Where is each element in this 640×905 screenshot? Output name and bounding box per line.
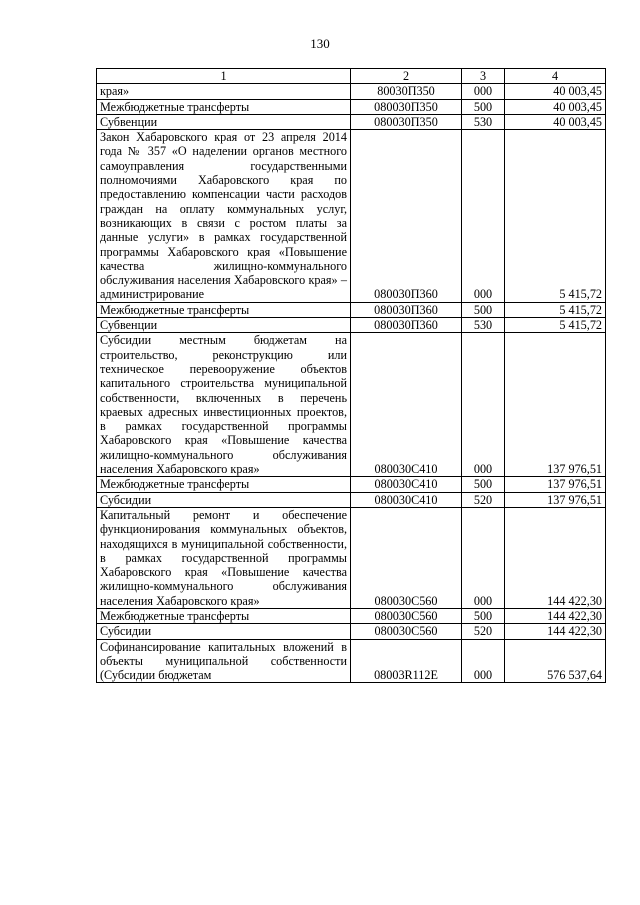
row-code-cell: 080030С560 [351,608,462,623]
row-amount-cell: 144 422,30 [505,507,606,608]
row-code-cell: 080030С560 [351,507,462,608]
row-kind-cell: 530 [462,114,505,129]
row-amount-cell: 5 415,72 [505,318,606,333]
row-kind-cell: 520 [462,492,505,507]
table-row [97,477,606,492]
table-row [97,302,606,317]
row-amount-cell: 40 003,45 [505,84,606,99]
row-code-cell: 080030П360 [351,318,462,333]
row-name-cell: Субвенции [97,114,351,129]
table-header-row [97,69,606,84]
row-kind-cell: 000 [462,84,505,99]
table-row [97,130,606,303]
table-row [97,507,606,608]
row-code-cell: 080030П350 [351,99,462,114]
column-header-code: 2 [351,69,462,84]
row-code-cell: 080030С410 [351,492,462,507]
table-row [97,639,606,683]
row-kind-cell: 000 [462,333,505,477]
row-name-cell: края» [97,84,351,99]
budget-table [96,68,606,683]
row-name-cell: Межбюджетные трансферты [97,608,351,623]
row-kind-cell: 500 [462,477,505,492]
row-code-cell: 080030П360 [351,302,462,317]
row-code-cell: 80030П350 [351,84,462,99]
row-kind-cell: 000 [462,130,505,303]
table-row [97,608,606,623]
table-row [97,99,606,114]
row-amount-cell: 40 003,45 [505,114,606,129]
row-name-cell: Межбюджетные трансферты [97,302,351,317]
row-kind-cell: 530 [462,318,505,333]
row-kind-cell: 500 [462,608,505,623]
row-name-cell: Субвенции [97,318,351,333]
row-amount-cell: 137 976,51 [505,492,606,507]
table-row [97,318,606,333]
row-name-cell: Субсидии [97,624,351,639]
page-number: 130 [310,36,330,51]
row-code-cell: 080030С410 [351,477,462,492]
table-row [97,84,606,99]
row-name-cell: Закон Хабаровского края от 23 апреля 2014 года № 357 «О наделении органов местного самоуправления государственными полномочиями Хабаровского края по предоставлению компенсации части расходов граждан на оплату коммунальных услуг, возникающих в связи с ростом платы за данные услуги» в рамках государственной программы Хабаровского края «Повышение качества жилищно-коммунального обслуживания населения Хабаровского края» – администрирование [97,130,351,303]
column-header-amount: 4 [505,69,606,84]
row-amount-cell: 144 422,30 [505,624,606,639]
column-header-kind: 3 [462,69,505,84]
row-name-cell: Софинансирование капитальных вложений в объекты муниципальной собственности (Субсидии бюджетам [97,639,351,683]
row-code-cell: 080030С410 [351,333,462,477]
table-row [97,492,606,507]
row-kind-cell: 000 [462,507,505,608]
row-name-cell: Капитальный ремонт и обеспечение функционирования коммунальных объектов, находящихся в муниципальной собственности, в рамках государственной программы Хабаровского края «Повышение качества жилищно-коммунального обслуживания населения Хабаровского края» [97,507,351,608]
row-amount-cell: 137 976,51 [505,477,606,492]
row-kind-cell: 000 [462,639,505,683]
table-row [97,114,606,129]
row-amount-cell: 137 976,51 [505,333,606,477]
row-kind-cell: 500 [462,99,505,114]
row-amount-cell: 5 415,72 [505,302,606,317]
row-code-cell: 080030С560 [351,624,462,639]
row-amount-cell: 144 422,30 [505,608,606,623]
row-code-cell: 080030П360 [351,130,462,303]
row-name-cell: Межбюджетные трансферты [97,477,351,492]
row-code-cell: 08003R112E [351,639,462,683]
row-amount-cell: 576 537,64 [505,639,606,683]
row-name-cell: Межбюджетные трансферты [97,99,351,114]
row-amount-cell: 40 003,45 [505,99,606,114]
row-name-cell: Субсидии местным бюджетам на строительство, реконструкцию или техническое перевооружение объектов капитального строительства муниципальной собственности, включенных в перечень краевых адресных инвестиционных проектов, в рамках государственной программы Хабаровского края «Повышение качества жилищно-коммунального обслуживания населения Хабаровского края» [97,333,351,477]
row-amount-cell: 5 415,72 [505,130,606,303]
row-name-cell: Субсидии [97,492,351,507]
row-kind-cell: 500 [462,302,505,317]
table-row [97,333,606,477]
row-kind-cell: 520 [462,624,505,639]
column-header-name: 1 [97,69,351,84]
table-row [97,624,606,639]
row-code-cell: 080030П350 [351,114,462,129]
